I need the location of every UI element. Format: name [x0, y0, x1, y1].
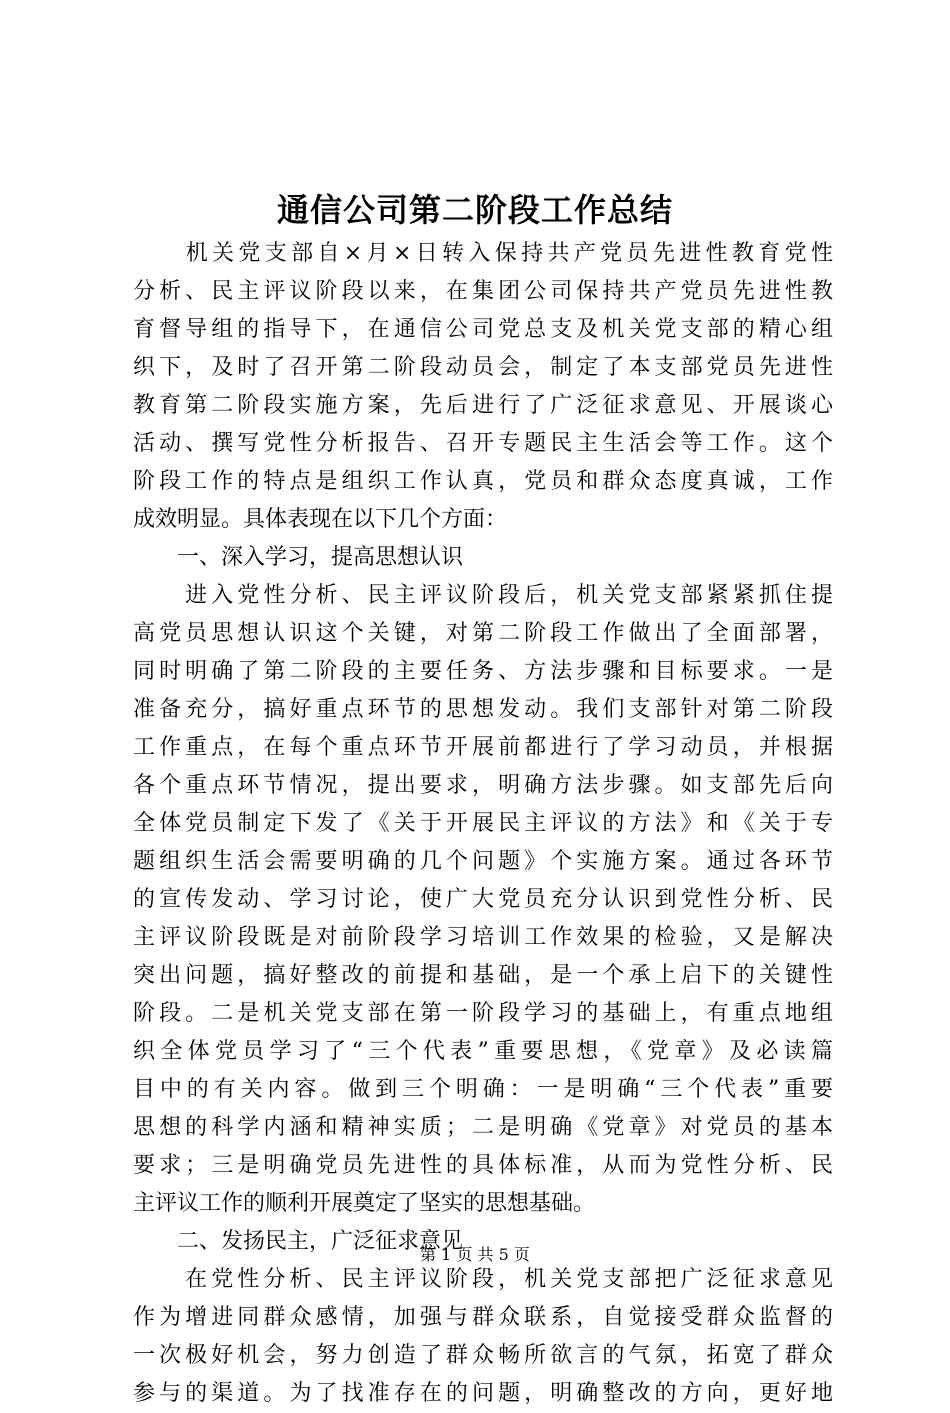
body-line: 进入党性分析、民主评议阶段后，机关党支部紧紧抓住提: [133, 583, 833, 608]
body-line: 主评议工作的顺利开展奠定了坚实的思想基础。: [133, 1191, 596, 1216]
body-line: 主评议阶段既是对前阶段学习培训工作效果的检验，又是解决: [133, 925, 833, 950]
body-line: 参与的渠道。为了找准存在的问题，明确整改的方向，更好地: [133, 1381, 833, 1406]
body-line: 育督导组的指导下，在通信公司党总支及机关党支部的精心组: [133, 317, 833, 342]
body-line: 织全体党员学习了“三个代表”重要思想，《党章》及必读篇: [133, 1039, 833, 1064]
body-line: 阶段。二是机关党支部在第一阶段学习的基础上，有重点地组: [133, 1001, 833, 1026]
body-line: 成效明显。具体表现在以下几个方面：: [133, 507, 508, 532]
body-line: 作为增进同群众感情，加强与群众联系，自觉接受群众监督的: [133, 1305, 833, 1330]
body-line: 工作重点，在每个重点环节开展前都进行了学习动员，并根据: [133, 735, 833, 760]
section-heading: 二、发扬民主，广泛征求意见: [133, 1229, 464, 1254]
body-line: 各个重点环节情况，提出要求，明确方法步骤。如支部先后向: [133, 773, 833, 798]
body-line: 高党员思想认识这个关键，对第二阶段工作做出了全面部署，: [133, 621, 833, 646]
body-line: 同时明确了第二阶段的主要任务、方法步骤和目标要求。一是: [133, 659, 833, 684]
body-line: 目中的有关内容。做到三个明确：一是明确“三个代表”重要: [133, 1077, 833, 1102]
body-line: 在党性分析、民主评议阶段，机关党支部把广泛征求意见: [133, 1267, 833, 1292]
body-line: 的宣传发动、学习讨论，使广大党员充分认识到党性分析、民: [133, 887, 833, 912]
body-line: 织下，及时了召开第二阶段动员会，制定了本支部党员先进性: [133, 355, 833, 380]
body-line: 全体党员制定下发了《关于开展民主评议的方法》和《关于专: [133, 811, 833, 836]
body-line: 阶段工作的特点是组织工作认真，党员和群众态度真诚，工作: [133, 469, 833, 494]
page-footer: 第 1 页 共 5 页: [420, 1245, 530, 1264]
body-line: 教育第二阶段实施方案，先后进行了广泛征求意见、开展谈心: [133, 393, 833, 418]
body-line: 突出问题，搞好整改的前提和基础，是一个承上启下的关键性: [133, 963, 833, 988]
body-line: 一次极好机会，努力创造了群众畅所欲言的气氛，拓宽了群众: [133, 1343, 833, 1368]
document-body: [133, 235, 833, 1413]
body-line: 分析、民主评议阶段以来，在集团公司保持共产党员先进性教: [133, 279, 833, 304]
body-line: 机关党支部自×月×日转入保持共产党员先进性教育党性: [133, 241, 833, 266]
body-line: 要求；三是明确党员先进性的具体标准，从而为党性分析、民: [133, 1153, 833, 1178]
body-line: 准备充分，搞好重点环节的思想发动。我们支部针对第二阶段: [133, 697, 833, 722]
body-line: 活动、撰写党性分析报告、召开专题民主生活会等工作。这个: [133, 431, 833, 456]
body-line: 题组织生活会需要明确的几个问题》个实施方案。通过各环节: [133, 849, 833, 874]
document-title: 通信公司第二阶段工作总结: [276, 191, 673, 229]
section-heading: 一、深入学习，提高思想认识: [133, 545, 464, 570]
body-line: 思想的科学内涵和精神实质；二是明确《党章》对党员的基本: [133, 1115, 833, 1140]
